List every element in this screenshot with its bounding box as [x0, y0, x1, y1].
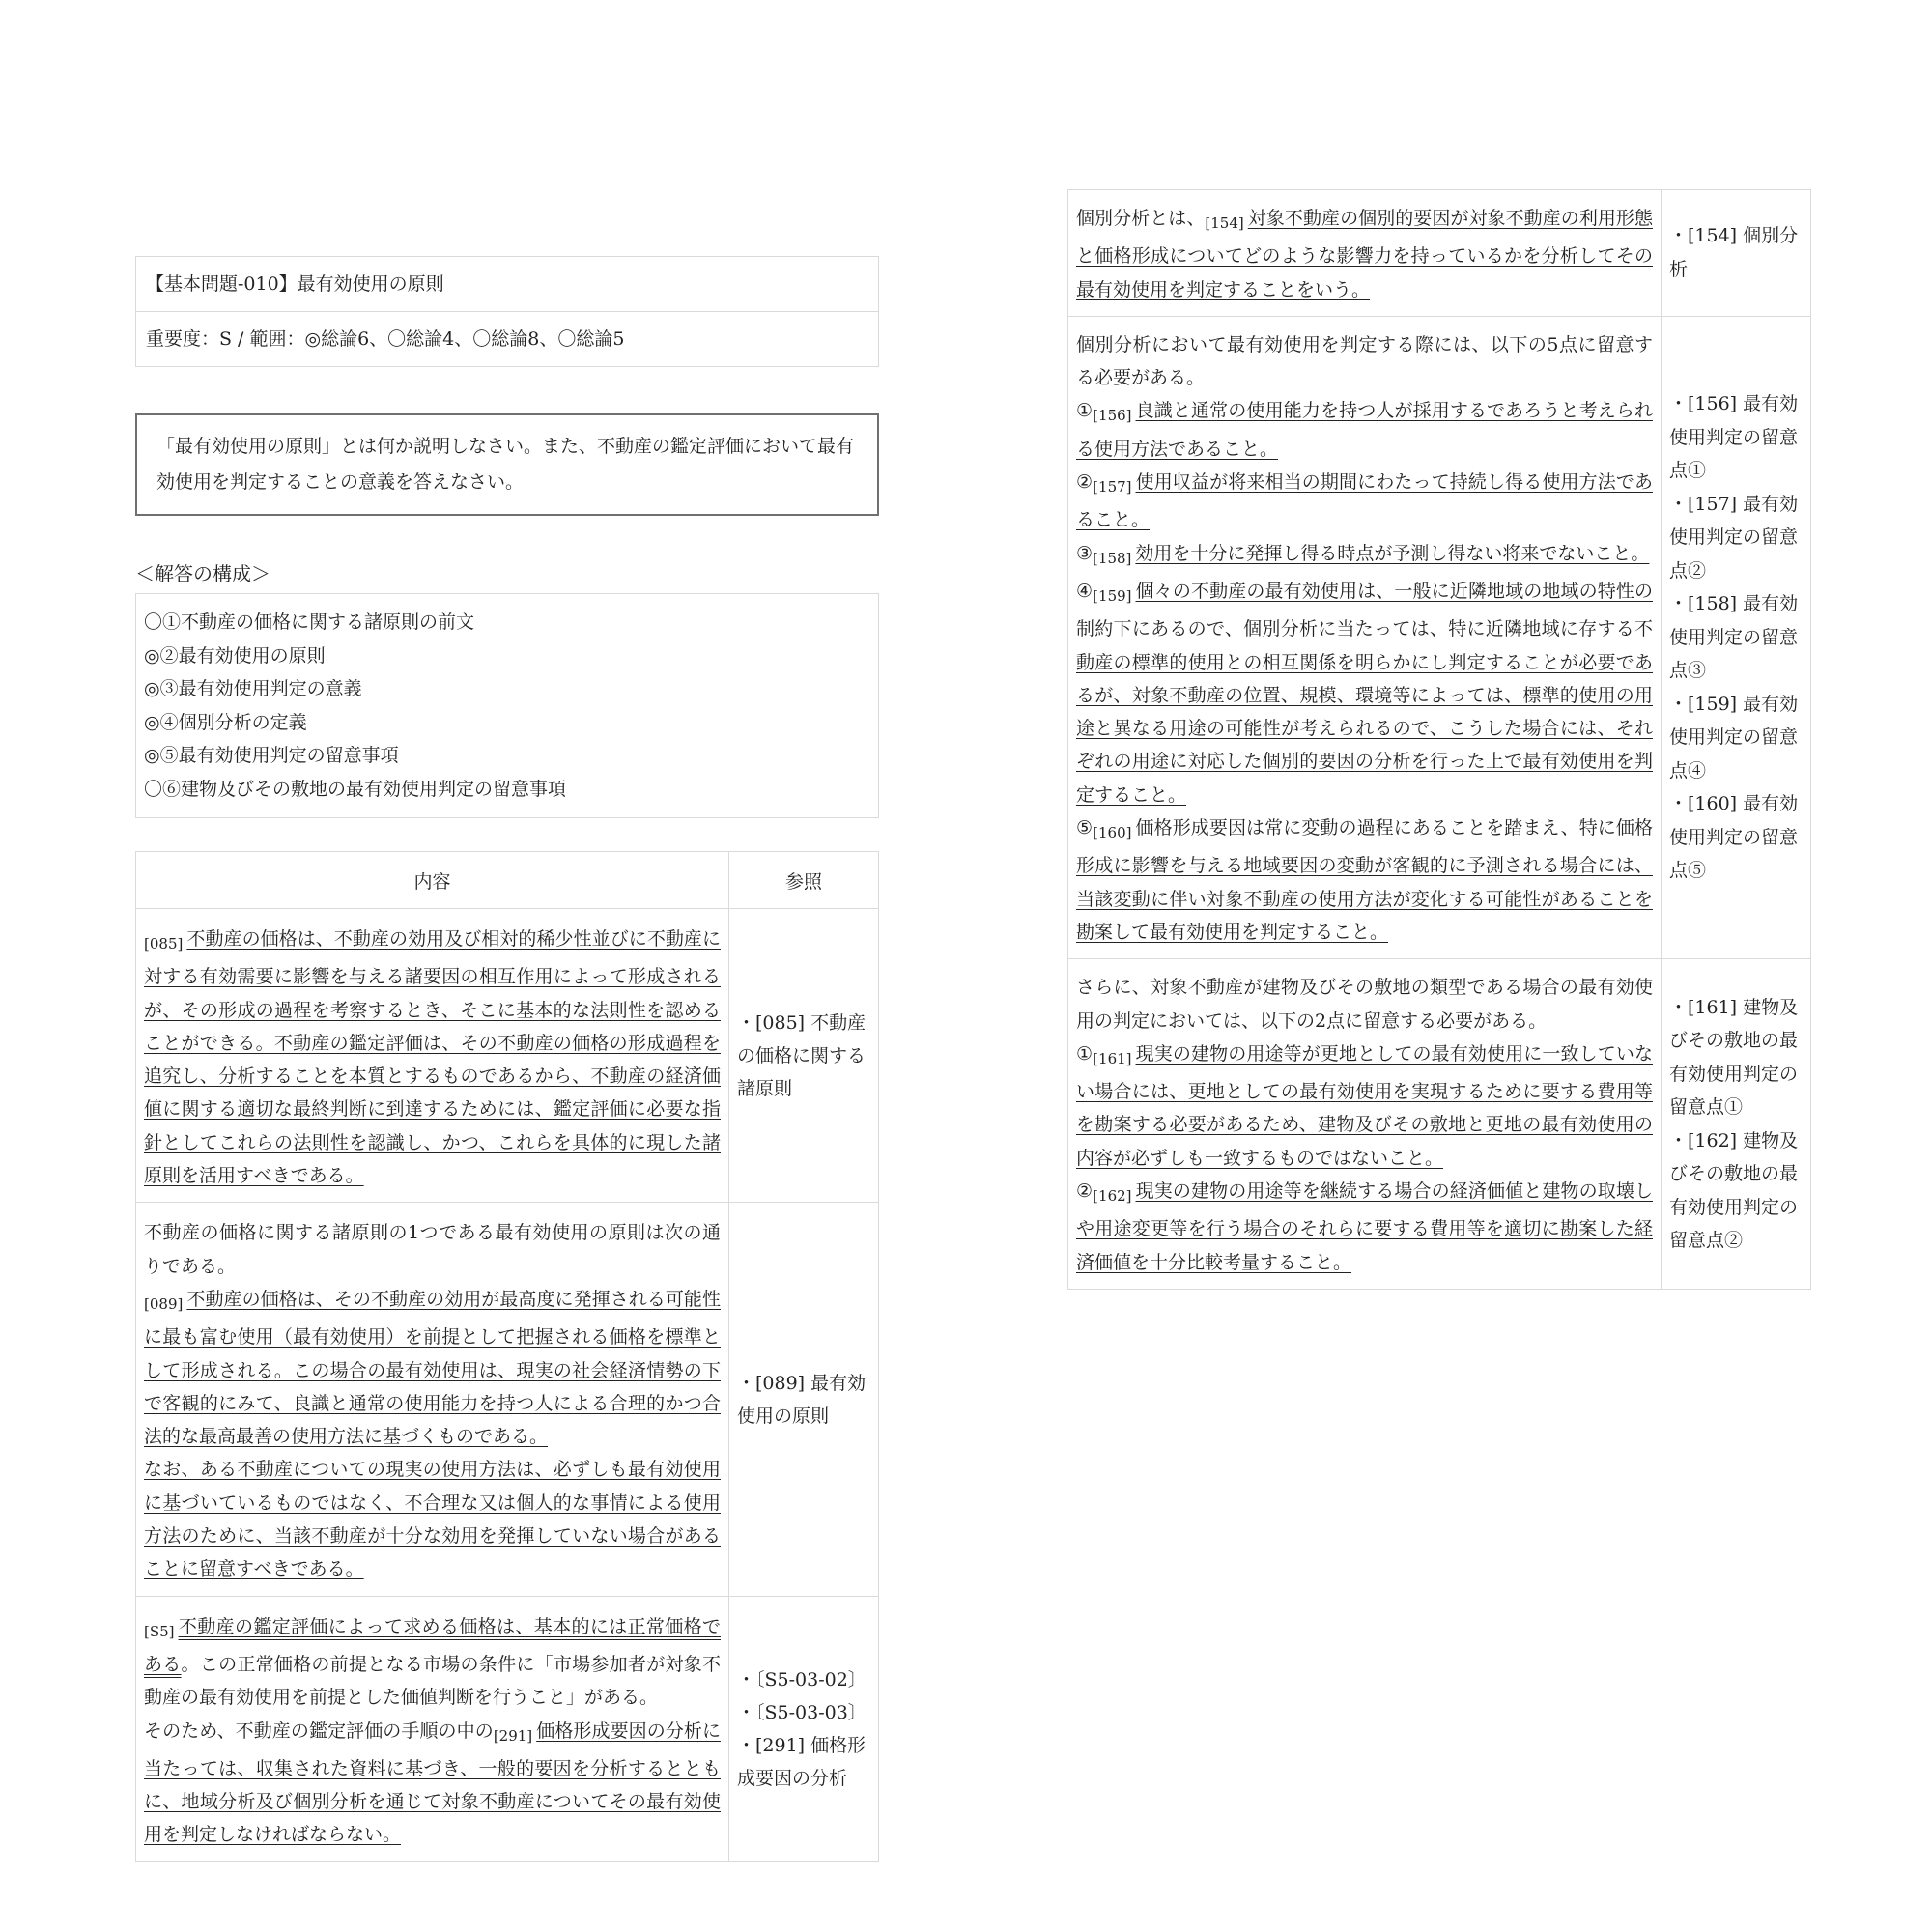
intro-text: 不動産の価格に関する諸原則の1つである最有効使用の原則は次の通りである。 [144, 1222, 721, 1277]
reference-item: ・〔S5-03-02〕 [737, 1668, 867, 1690]
reference-item: ・[161] 建物及びその敷地の最有効使用判定の留意点① [1669, 996, 1799, 1119]
quoted-text: なお、ある不動産についての現実の使用方法は、必ずしも最有効使用に基づいているものではなく、不合理な又は個人的な事情による使用方法のために、当該不動産が十分な効用を発揮していない場合があることに留意すべきである。 [144, 1459, 721, 1580]
reference-tag: [159] [1093, 586, 1132, 605]
reference-item: ・[156] 最有効使用判定の留意点① [1669, 393, 1799, 482]
quoted-text: 不動産の鑑定評価によって求める価格は、基本的には正常価格である [144, 1615, 721, 1675]
quoted-text: 対象不動産の個別的要因が対象不動産の利用形態と価格形成についてどのような影響力を持っているかを分析してその最有効使用を判定することをいう。 [1076, 208, 1653, 300]
item-number: ⑤ [1076, 817, 1094, 839]
quoted-text: 個々の不動産の最有効使用は、一般に近隣地域の地域の特性の制約下にあるので、個別分析に当たっては、特に近隣地域に存する不動産の標準的使用との相互関係を明らかにし判定することが必要であるが、対象不動産の位置、規模、環境等によっては、標準的使用の用途と異なる用途の可能性が考えられるので、こうした場合には、それぞれの用途に対応した個別的要因の分析を行った上で最有効使用を判定すること。 [1076, 580, 1653, 806]
content-table [135, 851, 879, 1862]
quoted-text: 価格形成要因の分析に当たっては、収集された資料に基づき、一般的要因を分析するとともに、地域分析及び個別分析を通じて対象不動産についてその最有効使用を判定しなければならない。 [144, 1719, 721, 1846]
outline-label: ＜解答の構成＞ [135, 562, 270, 585]
table-row [136, 909, 879, 1203]
reference-item: ・[157] 最有効使用判定の留意点② [1669, 493, 1799, 582]
table-row [136, 1596, 879, 1861]
table-row [1068, 190, 1811, 317]
reference-tag: [089] [144, 1294, 184, 1313]
quoted-text: 使用収益が将来相当の期間にわたって持続し得る使用方法であること。 [1076, 471, 1653, 531]
outline-list [135, 593, 879, 818]
reference-tag: [162] [1093, 1187, 1132, 1206]
body-text: そのため、不動産の鑑定評価の手順の中の [144, 1719, 494, 1742]
right-column [1067, 189, 1811, 1290]
reference-cell: ・[154] 個別分析 [1662, 190, 1811, 317]
quoted-text: 効用を十分に発揮し得る時点が予測し得ない将来でないこと。 [1135, 542, 1650, 564]
reference-item: ・[162] 建物及びその敷地の最有効使用判定の留意点② [1669, 1129, 1799, 1252]
body-text: 。この正常価格の前提となる市場の条件に「市場参加者が対象不動産の最有効使用を前提とした価値判断を行うこと」がある。 [144, 1653, 721, 1709]
reference-tag: [160] [1093, 824, 1132, 842]
intro-text: 個別分析において最有効使用を判定する際には、以下の5点に留意する必要がある。 [1076, 333, 1653, 389]
question-box: 「最有効使用の原則」とは何か説明しなさい。また、不動産の鑑定評価において最有効使用を判定することの意義を答えなさい。 [135, 413, 879, 516]
quoted-text: 良識と通常の使用能力を持つ人が採用するであろうと考えられる使用方法であること。 [1076, 400, 1653, 460]
reference-cell: ・[085] 不動産の価格に関する諸原則 [729, 909, 879, 1203]
reference-cell [1662, 316, 1811, 958]
table-row [136, 1203, 879, 1596]
content-cell [136, 1203, 729, 1596]
reference-item: ・〔S5-03-03〕 [737, 1701, 867, 1723]
content-cell [1068, 316, 1662, 958]
reference-tag: [291] [493, 1726, 533, 1745]
left-column [135, 256, 879, 1862]
content-cell [1068, 959, 1662, 1290]
reference-item: ・[158] 最有効使用判定の留意点③ [1669, 593, 1799, 682]
table-row [1068, 959, 1811, 1290]
reference-tag: [158] [1093, 549, 1132, 567]
column-header-ref: 参照 [729, 852, 879, 909]
reference-tag: [154] [1205, 214, 1244, 232]
quoted-text: 現実の建物の用途等を継続する場合の経済価値と建物の取壊しや用途変更等を行う場合のそれらに要する費用等を適切に勘案した経済価値を十分比較考量すること。 [1076, 1180, 1653, 1273]
reference-tag: [S5] [144, 1622, 175, 1640]
reference-item: ・[291] 価格形成要因の分析 [737, 1734, 867, 1789]
quoted-text: 価格形成要因は常に変動の過程にあることを踏まえ、特に価格形成に影響を与える地域要因の変動が客観的に予測される場合には、当該変動に伴い対象不動産の使用方法が変化する可能性があることを勘案して最有効使用を判定すること。 [1076, 817, 1653, 943]
reference-tag: [161] [1093, 1049, 1132, 1067]
reference-tag: [156] [1093, 407, 1132, 425]
reference-tag: [157] [1093, 478, 1132, 497]
table-row [1068, 316, 1811, 958]
reference-cell [729, 1596, 879, 1861]
problem-header-table [135, 256, 879, 367]
quoted-text: 不動産の価格は、不動産の効用及び相対的稀少性並びに不動産に対する有効需要に影響を与える諸要因の相互作用によって形成されるが、その形成の過程を考察するとき、そこに基本的な法則性を認めることができる。不動産の鑑定評価は、その不動産の価格の形成過程を追究し、分析することを本質とするものであるから、不動産の経済価値に関する適切な最終判断に到達するためには、鑑定評価に必要な指針としてこれらの法則性を認識し、かつ、これらを具体的に現した諸原則を活用すべきである。 [144, 928, 721, 1187]
reference-cell [1662, 959, 1811, 1290]
problem-meta: 重要度：S / 範囲：◎総論6、〇総論4、〇総論8、〇総論5 [136, 312, 879, 367]
outline-item: ◎⑤最有効使用判定の留意事項 [144, 745, 399, 766]
intro-text: さらに、対象不動産が建物及びその敷地の類型である場合の最有効使用の判定においては、以下の2点に留意する必要がある。 [1076, 977, 1653, 1032]
item-number: ④ [1076, 580, 1094, 602]
outline-item: 〇①不動産の価格に関する諸原則の前文 [144, 611, 475, 633]
outline-item: ◎④個別分析の定義 [144, 711, 307, 733]
reference-tag: [085] [144, 935, 184, 952]
content-cell [1068, 190, 1662, 317]
content-cell [136, 909, 729, 1203]
item-number: ① [1076, 400, 1094, 422]
column-header-content: 内容 [136, 852, 729, 909]
reference-item: ・[160] 最有効使用判定の留意点⑤ [1669, 793, 1799, 882]
item-number: ① [1076, 1042, 1094, 1065]
quoted-text: 不動産の価格は、その不動産の効用が最高度に発揮される可能性に最も富む使用（最有効使用）を前提として把握される価格を標準として形成される。この場合の最有効使用は、現実の社会経済情勢の下で客観的にみて、良識と通常の使用能力を持つ人による合理的かつ合法的な最高最善の使用方法に基づくものである。 [144, 1288, 721, 1448]
problem-title: 【基本問題-010】最有効使用の原則 [136, 257, 879, 312]
intro-text: 個別分析とは、 [1076, 208, 1206, 229]
item-number: ② [1076, 1180, 1094, 1203]
reference-cell: ・[089] 最有効使用の原則 [729, 1203, 879, 1596]
outline-item: ◎②最有効使用の原則 [144, 644, 326, 667]
quoted-text: 現実の建物の用途等が更地としての最有効使用に一致していない場合には、更地としての最有効使用を実現するために要する費用等を勘案する必要があるため、建物及びその敷地と更地の最有効使用の内容が必ずしも一致するものではないこと。 [1076, 1042, 1653, 1169]
outline-item: 〇⑥建物及びその敷地の最有効使用判定の留意事項 [144, 778, 567, 800]
content-table-continued [1067, 189, 1811, 1290]
reference-item: ・[159] 最有効使用判定の留意点④ [1669, 693, 1799, 781]
item-number: ② [1076, 471, 1094, 494]
outline-item: ◎③最有効使用判定の意義 [144, 678, 362, 699]
content-cell [136, 1596, 729, 1861]
item-number: ③ [1076, 542, 1094, 564]
